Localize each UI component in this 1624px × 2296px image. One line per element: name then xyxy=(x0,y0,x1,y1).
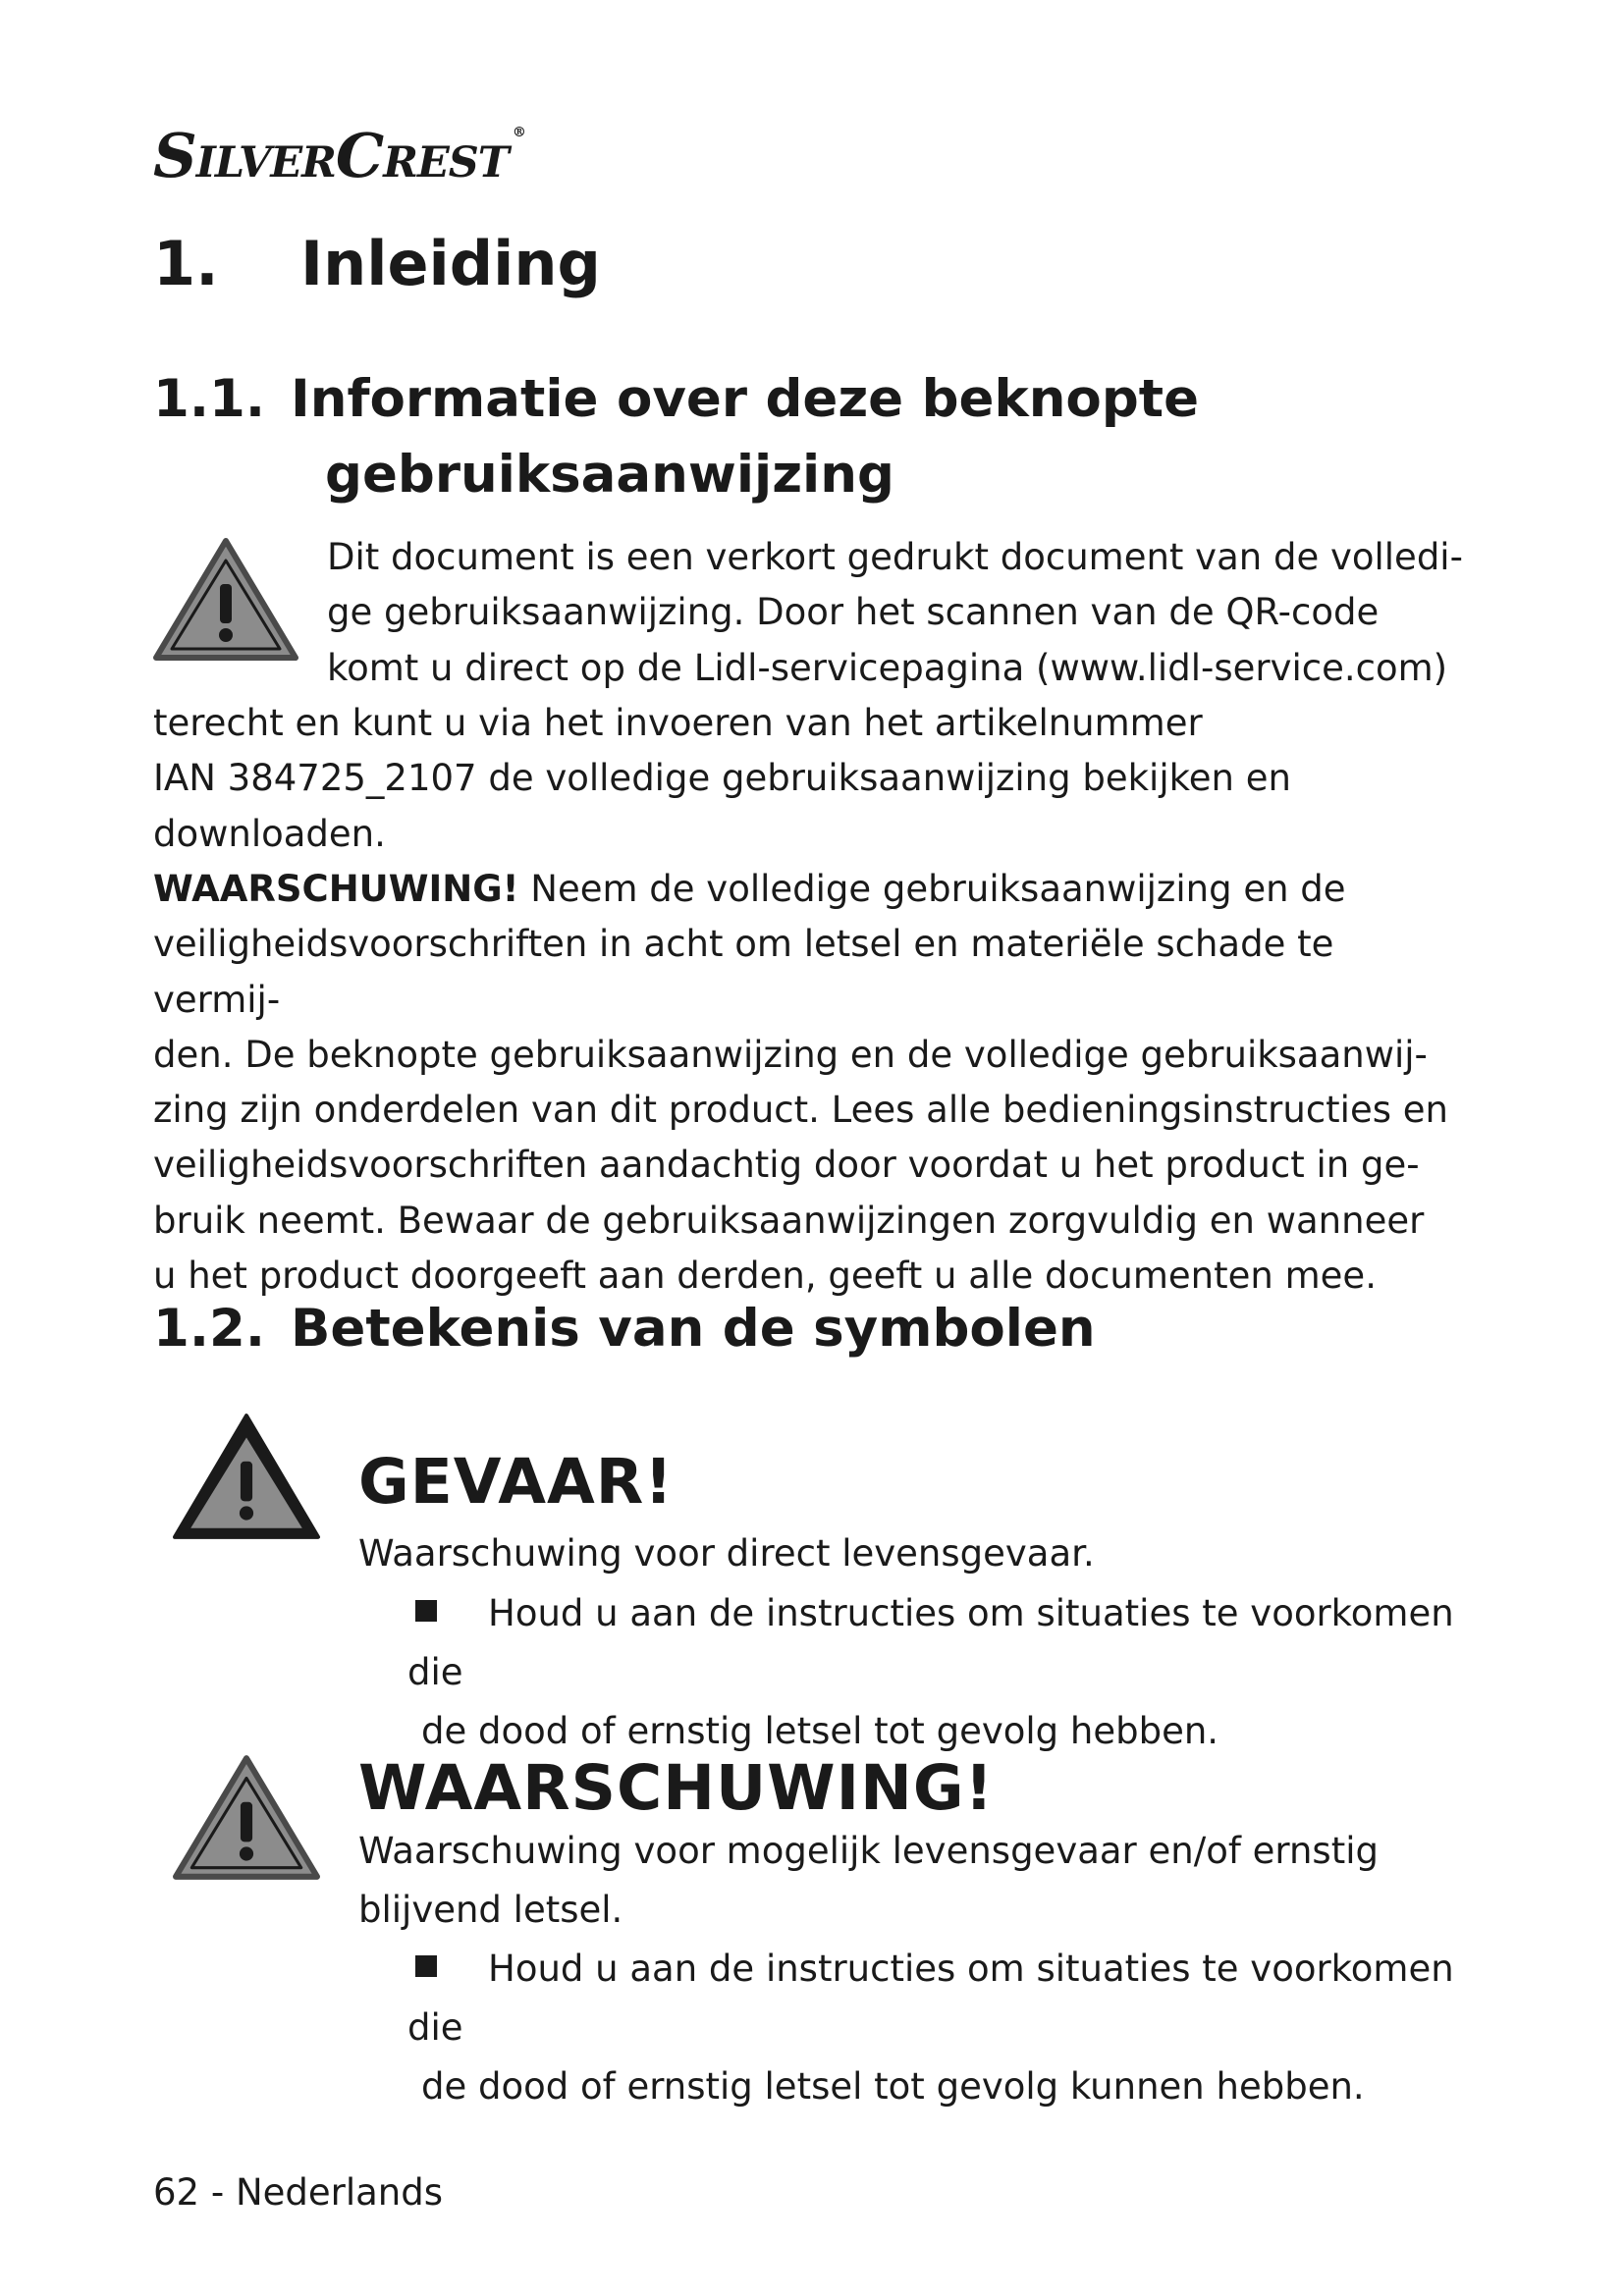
warning-line: veiligheidsvoorschriften aandachtig door voordat u het product in ge- xyxy=(153,1144,1420,1187)
danger-bullet-line2: de dood of ernstig letsel tot gevolg hebben. xyxy=(421,1710,1219,1752)
intro-paragraph-beside-icon xyxy=(327,530,1466,696)
warning-bullet-line2: de dood of ernstig letsel tot gevolg kunnen hebben. xyxy=(421,2065,1365,2108)
warning-line-text: Neem de volledige gebruiksaanwijzing en de xyxy=(518,868,1346,910)
warning-bullet-line1 xyxy=(407,1940,1488,2057)
brand-logo-text: SilverCrest xyxy=(153,120,509,191)
section-1-heading xyxy=(153,228,601,300)
bullet-square-icon xyxy=(415,1955,437,1977)
section-1-1-title-line1: Informatie over deze beknopte xyxy=(291,369,1200,429)
warning-line: veiligheidsvoorschriften in acht om letsel en materiële schade te vermij- xyxy=(153,923,1334,1021)
danger-bullet xyxy=(407,1584,1488,1761)
warning-line: zing zijn onderdelen van dit product. Lees alle bedieningsinstructies en xyxy=(153,1089,1448,1132)
danger-title: GEVAAR! xyxy=(358,1446,674,1518)
warning-line: u het product doorgeeft aan derden, geeft u alle documenten mee. xyxy=(153,1255,1377,1298)
intro-line: Dit document is een verkort gedrukt document van de volledi- xyxy=(327,536,1463,578)
danger-bullet-line1 xyxy=(407,1584,1488,1702)
bullet-square-icon xyxy=(415,1600,437,1622)
warning-description xyxy=(358,1822,1488,1940)
brand-logo xyxy=(153,120,525,191)
warning-title: WAARSCHUWING! xyxy=(358,1752,995,1824)
warning-description-line2: blijvend letsel. xyxy=(358,1889,623,1931)
page-footer: 62 - Nederlands xyxy=(153,2171,444,2214)
section-1-2-number: 1.2. xyxy=(153,1299,266,1359)
section-1-1-number: 1.1. xyxy=(153,369,266,429)
warning-paragraph xyxy=(153,862,1469,1304)
warning-bullet-text: Houd u aan de instructies om situaties te voorkomen die xyxy=(407,1948,1454,2049)
registered-mark: ® xyxy=(512,125,525,140)
section-1-title: Inleiding xyxy=(300,228,601,299)
warning-line: den. De beknopte gebruiksaanwijzing en de volledige gebruiksaanwij- xyxy=(153,1033,1428,1076)
section-1-1-title-line2: gebruiksaanwijzing xyxy=(325,445,894,505)
intro-line: terecht en kunt u via het invoeren van het artikelnummer xyxy=(153,702,1203,744)
danger-bullet-text: Houd u aan de instructies om situaties te voorkomen die xyxy=(407,1592,1454,1693)
intro-line: komt u direct op de Lidl-servicepagina (www.lidl-service.com) xyxy=(327,646,1448,689)
section-1-1-heading xyxy=(153,361,1199,512)
warning-label: WAARSCHUWING! xyxy=(153,868,519,910)
warning-line xyxy=(153,862,1469,917)
warning-triangle-icon xyxy=(152,535,299,663)
intro-line: downloaden. xyxy=(153,812,386,855)
warning-bullet xyxy=(407,1940,1488,2116)
section-1-2-heading xyxy=(153,1291,1096,1366)
warning-symbol-triangle-icon xyxy=(172,1752,321,1882)
section-1-2-title: Betekenis van de symbolen xyxy=(291,1299,1096,1359)
danger-description: Waarschuwing voor direct levensgevaar. xyxy=(358,1532,1095,1575)
warning-description-line1: Waarschuwing voor mogelijk levensgevaar en/of ernstig xyxy=(358,1830,1379,1872)
section-1-number: 1. xyxy=(153,228,219,299)
intro-line: ge gebruiksaanwijzing. Door het scannen van de QR-code xyxy=(327,591,1380,634)
intro-paragraph-continued xyxy=(153,696,1469,862)
intro-line: IAN 384725_2107 de volledige gebruiksaanwijzing bekijken en xyxy=(153,757,1291,800)
danger-triangle-icon xyxy=(172,1412,321,1541)
warning-line: bruik neemt. Bewaar de gebruiksaanwijzingen zorgvuldig en wanneer xyxy=(153,1199,1425,1242)
